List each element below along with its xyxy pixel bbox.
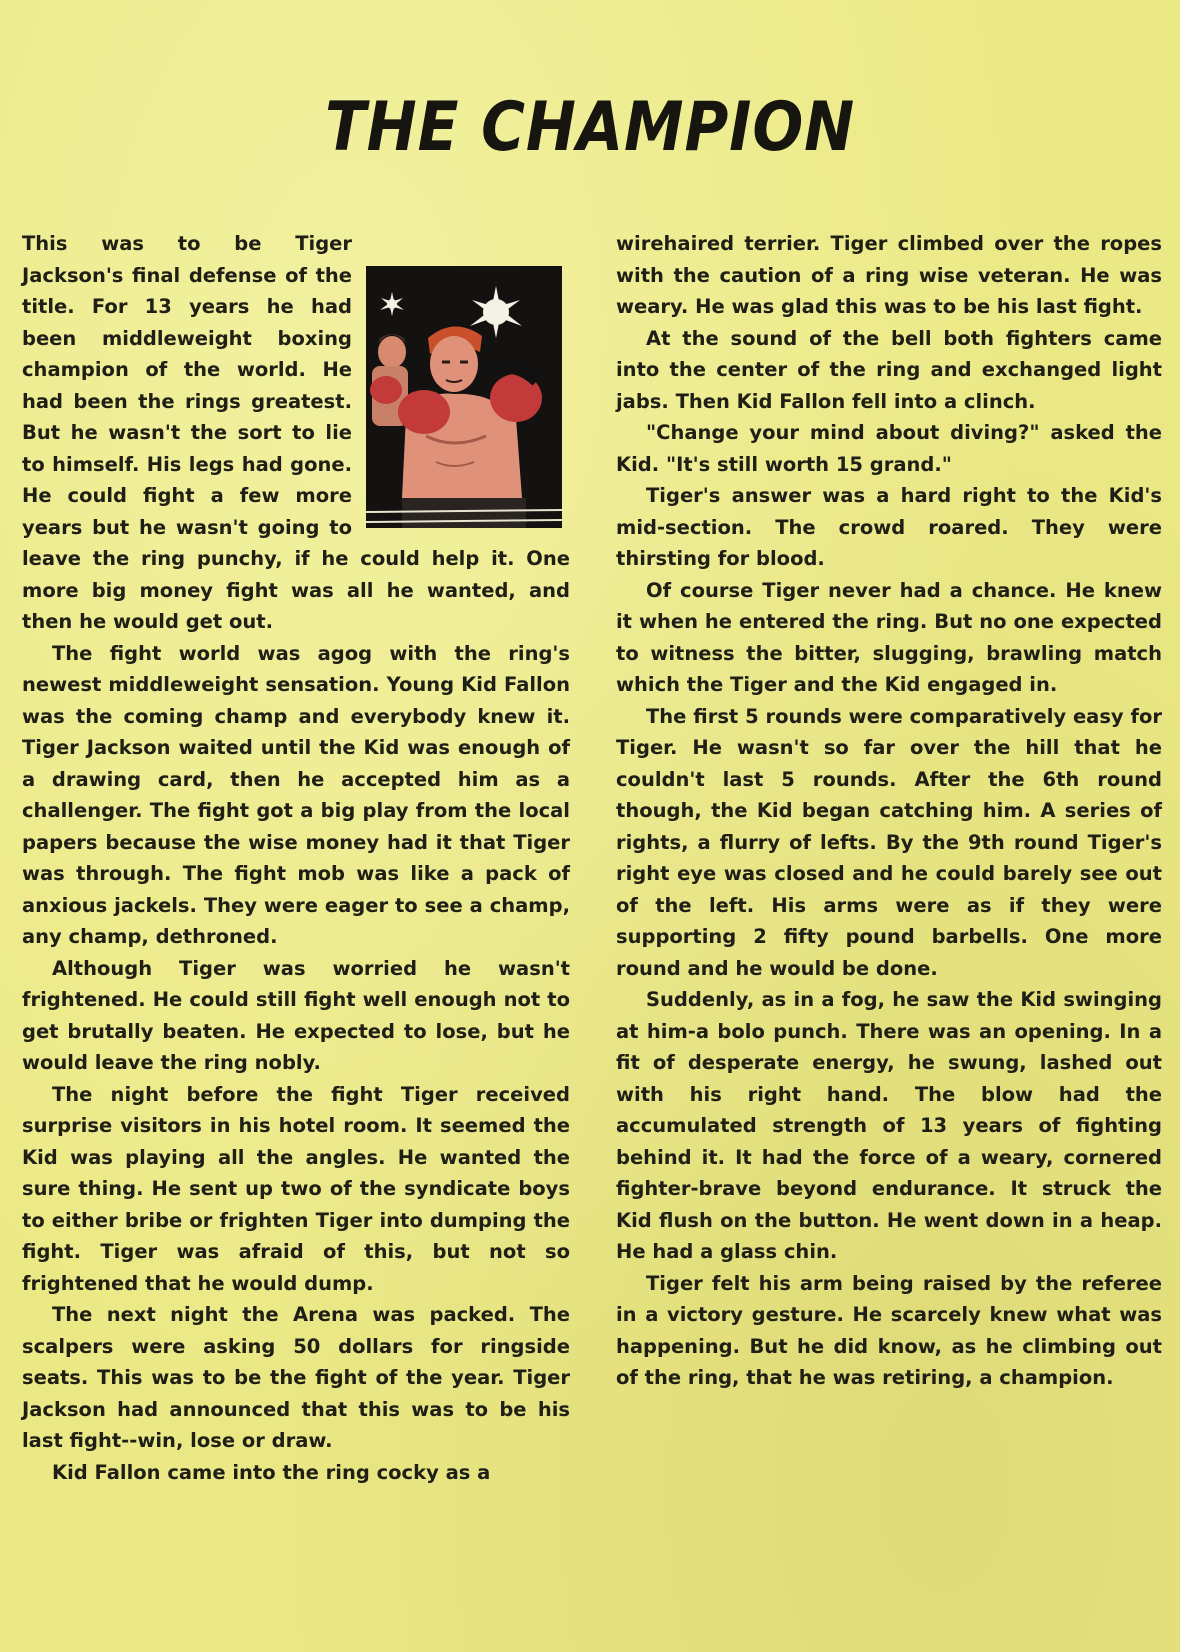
paragraph-9: "Change your mind about diving?" asked the Kid. "It's still worth 15 grand." [616, 421, 1162, 476]
flash-burst-small [380, 292, 404, 316]
paragraph-11: Of course Tiger never had a chance. He knew it when he entered the ring. But no one expected to witness the bitter, slugging, brawling match which the Tiger and the Kid engaged in. [616, 578, 1162, 696]
paragraph-2: The fight world was agog with the ring's newest middleweight sensation. Young Kid Fallon was the coming champ and everybody knew it. Tiger Jackson waited until the Kid was enough of a drawing card, then he accepted him as a challenger. The fight got a big play from the local papers because the wise money had it that Tiger was through. The fight mob was like a pack of anxious jackels. They were eager to see a champ, any champ, dethroned. [22, 641, 570, 948]
paragraph-1: This was to be Tiger Jackson's final defense of the title. For 13 years he had been middleweight boxing champion of the world. He had been the rings greatest. But he wasn't the sort to lie to himself. His legs had gone. He could fight a few more years but he wasn't going to leave the ring punchy, if he could help it. One more big money fight was all he wanted, and then he would get out. [22, 232, 570, 633]
paragraph-8: At the sound of the bell both fighters came into the center of the ring and exchanged light jabs. Then Kid Fallon fell into a clinch. [616, 326, 1162, 413]
champion-figure [398, 326, 542, 528]
flash-burst-large [470, 286, 522, 338]
paragraph-7: wirehaired terrier. Tiger climbed over the ropes with the caution of a ring wise veteran. He was weary. He was glad this was to be his last fight. [616, 232, 1162, 318]
right-column [616, 228, 1162, 1394]
boxer-drawing [366, 266, 562, 528]
left-column [22, 228, 570, 1488]
paragraph-5: The next night the Arena was packed. The scalpers were asking 50 dollars for ringside seats. This was to be the fight of the year. Tiger Jackson had announced that this was to be his last fight--win, lose or draw. [22, 1303, 570, 1452]
paragraph-10: Tiger's answer was a hard right to the Kid's mid-section. The crowd roared. They were thirsting for blood. [616, 484, 1162, 570]
paragraph-3: Although Tiger was worried he wasn't frightened. He could still fight well enough not to get brutally beaten. He expected to lose, but he would leave the ring nobly. [22, 956, 570, 1074]
paragraph-14: Tiger felt his arm being raised by the referee in a victory gesture. He scarcely knew what was happening. But he did know, as he climbing out of the ring, that he was retiring, a champion. [616, 1271, 1162, 1389]
paragraph-6: Kid Fallon came into the ring cocky as a [52, 1460, 491, 1484]
article-title: THE CHAMPION [324, 88, 856, 167]
boxing-illustration [366, 266, 562, 528]
paragraph-12: The first 5 rounds were comparatively easy for Tiger. He wasn't so far over the hill that he couldn't last 5 rounds. After the 6th round though, the Kid began catching him. A series of rights, a flurry of lefts. By the 9th round Tiger's right eye was closed and he could barely see out of the left. His arms were as if they were supporting 2 fifty pound barbells. One more round and he would be done. [616, 704, 1162, 980]
paragraph-4: The night before the fight Tiger received surprise visitors in his hotel room. It seemed the Kid was playing all the angles. He wanted the sure thing. He sent up two of the syndicate boys to either bribe or frighten Tiger into dumping the fight. Tiger was afraid of this, but not so frightened that he would dump. [22, 1082, 570, 1295]
paragraph-13: Suddenly, as in a fog, he saw the Kid swinging at him-a bolo punch. There was an opening. In a fit of desperate energy, he swung, lashed out with his right hand. The blow had the accumulated strength of 13 years of fighting behind it. It had the force of a weary, cornered fighter-brave beyond endurance. It struck the Kid flush on the button. He went down in a heap. He had a glass chin. [616, 988, 1162, 1263]
intro-block [22, 228, 570, 638]
